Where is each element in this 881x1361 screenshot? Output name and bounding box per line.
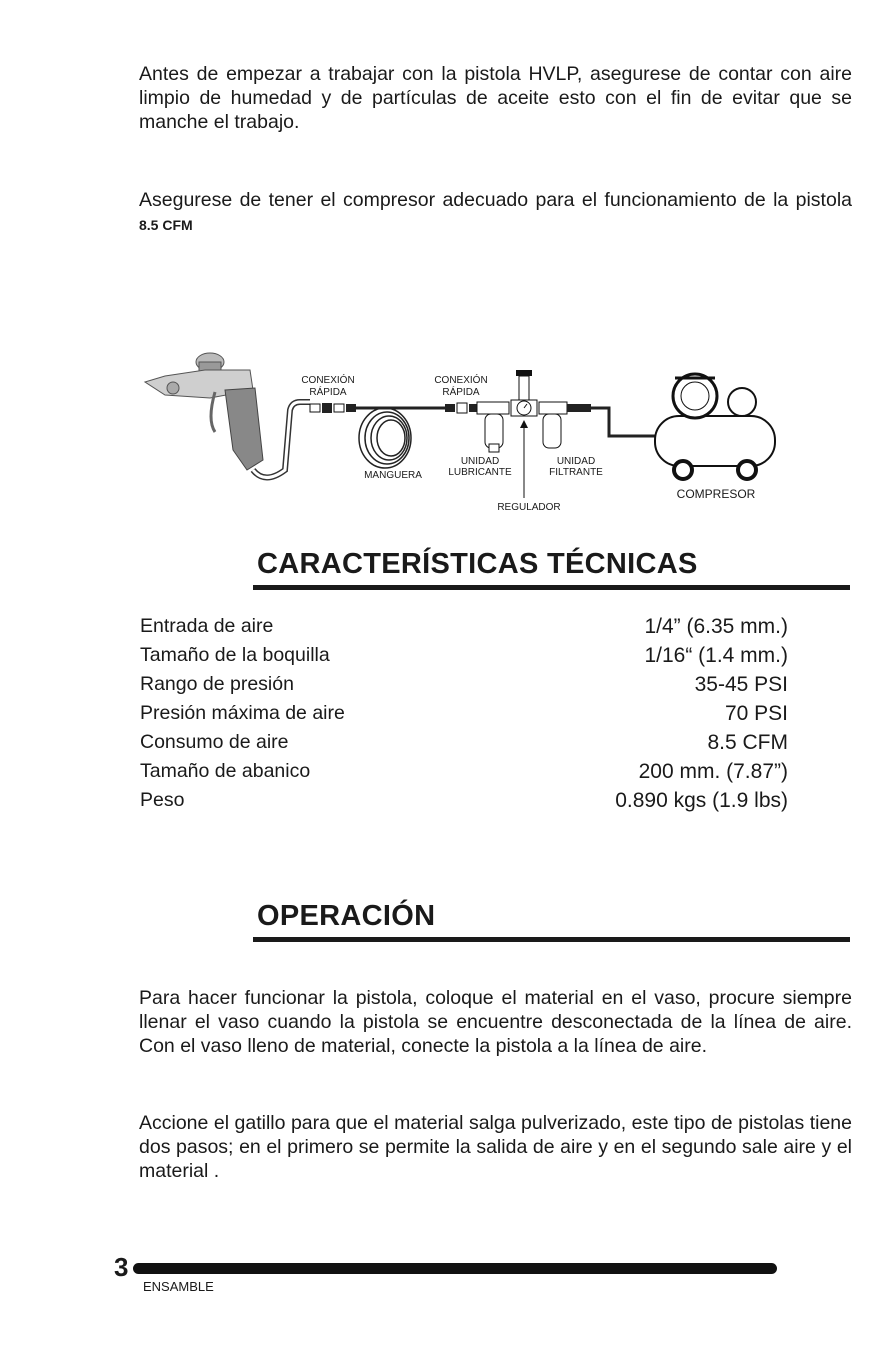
filter-unit-icon (539, 402, 591, 448)
spec-label: Tamaño de la boquilla (140, 644, 330, 666)
specs-table (140, 612, 788, 815)
label-conexion-1-line-1: CONEXIÓN (301, 375, 355, 386)
intro-paragraph-1: Antes de empezar a trabajar con la pistola HVLP, asegurese de contar con aire limpio de humedad y de partículas de aceite esto con el fin de evitar que se manche el trabajo. (139, 63, 852, 133)
specs-title-rule (253, 585, 850, 590)
intro-cfm-value: 8.5 CFM (139, 217, 193, 233)
operation-title-rule (253, 937, 850, 942)
operation-paragraph-1: Para hacer funcionar la pistola, coloque el material en el vaso, procure siempre llenar el vaso cuando la pistola se encuentre desconectada de la línea de aire. Con el vaso lleno de material, conecte la pistola a la línea de aire. (139, 987, 852, 1057)
spec-label: Rango de presión (140, 673, 294, 695)
spec-label: Entrada de aire (140, 615, 274, 637)
spec-value: 0.890 kgs (1.9 lbs) (615, 789, 788, 812)
spec-row (140, 670, 788, 699)
spec-row (140, 757, 788, 786)
spec-value: 35-45 PSI (694, 673, 788, 696)
label-filtrante-line-1: UNIDAD (556, 456, 596, 467)
spec-row (140, 641, 788, 670)
label-conexion-2-line-2: RÁPIDA (442, 387, 480, 398)
spec-label: Consumo de aire (140, 731, 289, 753)
regulator-icon (511, 370, 537, 498)
spec-label: Presión máxima de aire (140, 702, 345, 724)
spec-row (140, 699, 788, 728)
spec-row (140, 728, 788, 757)
lubricator-unit-icon (477, 402, 509, 452)
footer-bar (133, 1263, 777, 1274)
coiled-hose-icon (359, 408, 411, 468)
page-number: 3 (114, 1252, 129, 1282)
label-lubricante-line-2: LUBRICANTE (448, 467, 512, 478)
quick-connector-icon (310, 403, 356, 413)
spec-value: 70 PSI (724, 702, 788, 725)
label-compresor: COMPRESOR (676, 487, 756, 501)
label-conexion-2-line-1: CONEXIÓN (434, 375, 488, 386)
spec-value: 1/16“ (1.4 mm.) (644, 644, 788, 667)
spec-label: Peso (140, 789, 185, 811)
intro-paragraph-2-text: Asegurese de tener el compresor adecuado para el funcionamiento de la pistola (139, 189, 852, 211)
footer-section-label: ENSAMBLE (143, 1279, 214, 1294)
label-lubricante-line-1: UNIDAD (460, 456, 500, 467)
air-system-diagram (135, 340, 795, 530)
label-manguera: MANGUERA (364, 470, 422, 481)
specs-title: CARACTERÍSTICAS TÉCNICAS (257, 548, 698, 580)
operation-paragraph-2: Accione el gatillo para que el material salga pulverizado, este tipo de pistolas tiene dos pasos; en el primero se permite la salida de aire y en el segundo sale aire y el material . (139, 1112, 852, 1182)
compressor-icon (655, 374, 775, 479)
spec-row (140, 786, 788, 815)
spec-value: 1/4” (6.35 mm.) (644, 615, 788, 638)
spec-row (140, 612, 788, 641)
operation-title: OPERACIÓN (257, 900, 436, 932)
spec-value: 200 mm. (7.87”) (638, 760, 788, 783)
label-conexion-1-line-2: RÁPIDA (309, 387, 347, 398)
spray-gun-icon (145, 353, 263, 470)
spec-label: Tamaño de abanico (140, 760, 311, 782)
label-filtrante-line-2: FILTRANTE (549, 467, 603, 478)
quick-connector-icon (445, 403, 477, 413)
spec-value: 8.5 CFM (707, 731, 788, 754)
intro-paragraph-2 (139, 188, 852, 237)
label-regulador: REGULADOR (497, 502, 561, 513)
